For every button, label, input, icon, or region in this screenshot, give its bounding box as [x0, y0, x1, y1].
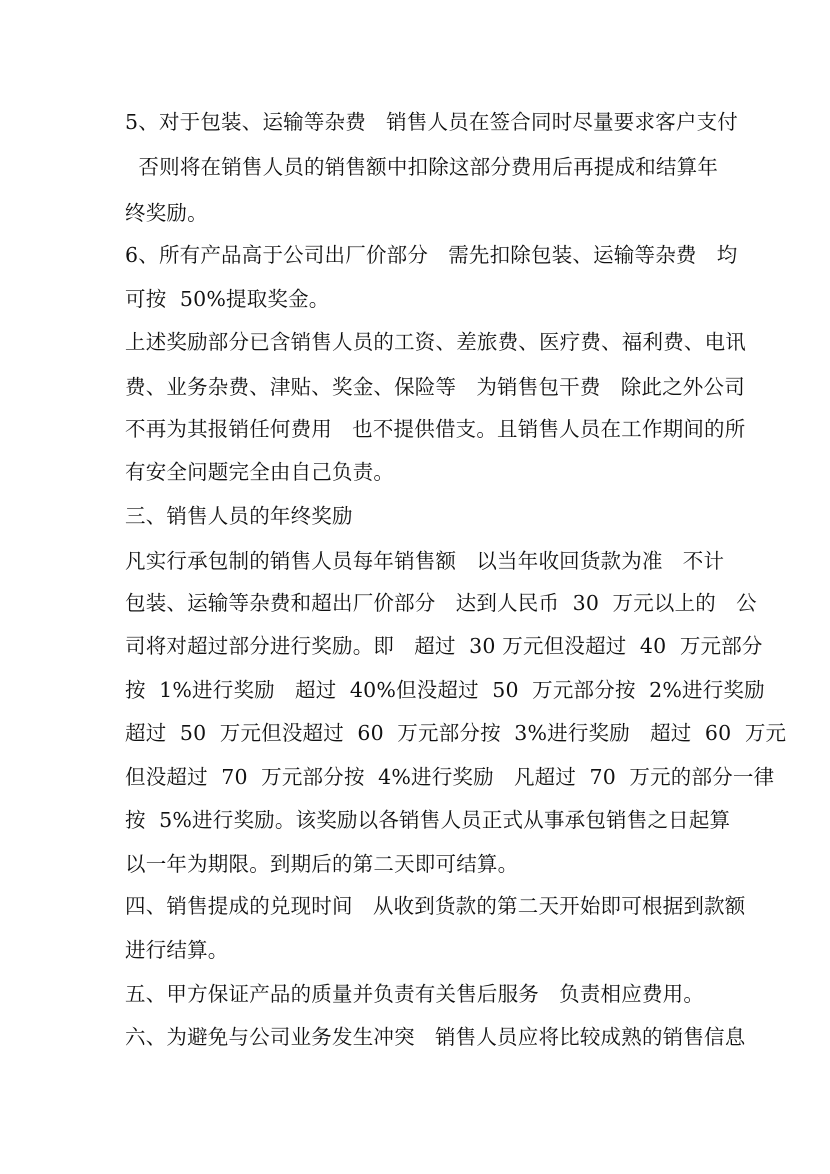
- text-line: 终奖励。: [125, 201, 208, 225]
- text-line: 但没超过 70 万元部分按 4%进行奖励 凡超过 70 万元的部分一律: [125, 765, 775, 789]
- text-line: 上述奖励部分已含销售人员的工资、差旅费、医疗费、福利费、电讯: [125, 330, 746, 354]
- text-line: 按 1%进行奖励 超过 40%但没超过 50 万元部分按 2%进行奖励: [125, 678, 765, 702]
- section-heading: 五、甲方保证产品的质量并负责有关售后服务 负责相应费用。: [125, 982, 705, 1006]
- text-line: 可按 50%提取奖金。: [125, 287, 330, 311]
- text-line: 费、业务杂费、津贴、奖金、保险等 为销售包干费 除此之外公司: [125, 375, 745, 399]
- section-heading: 三、销售人员的年终奖励: [125, 504, 353, 528]
- text-line: 5、对于包装、运输等杂费 销售人员在签合同时尽量要求客户支付: [125, 110, 738, 134]
- text-line: 6、所有产品高于公司出厂价部分 需先扣除包装、运输等杂费 均: [125, 243, 738, 267]
- text-line: 按 5%进行奖励。该奖励以各销售人员正式从事承包销售之日起算: [125, 808, 731, 832]
- text-line: 不再为其报销任何费用 也不提供借支。且销售人员在工作期间的所: [125, 417, 746, 441]
- text-line: 以一年为期限。到期后的第二天即可结算。: [125, 852, 519, 876]
- section-heading: 六、为避免与公司业务发生冲突 销售人员应将比较成熟的销售信息: [125, 1025, 746, 1049]
- text-line: 司将对超过部分进行奖励。即 超过 30 万元但没超过 40 万元部分: [125, 634, 763, 658]
- text-line: 包装、运输等杂费和超出厂价部分 达到人民币 30 万元以上的 公: [125, 591, 757, 615]
- text-line: 超过 50 万元但没超过 60 万元部分按 3%进行奖励 超过 60 万元: [125, 721, 787, 745]
- text-line: 进行结算。: [125, 938, 229, 962]
- text-line: 凡实行承包制的销售人员每年销售额 以当年收回货款为准 不计: [125, 549, 725, 573]
- text-line: 有安全问题完全由自己负责。: [125, 460, 395, 484]
- text-line: 否则将在销售人员的销售额中扣除这部分费用后再提成和结算年: [125, 155, 719, 179]
- section-heading: 四、销售提成的兑现时间 从收到货款的第二天开始即可根据到款额: [125, 894, 746, 918]
